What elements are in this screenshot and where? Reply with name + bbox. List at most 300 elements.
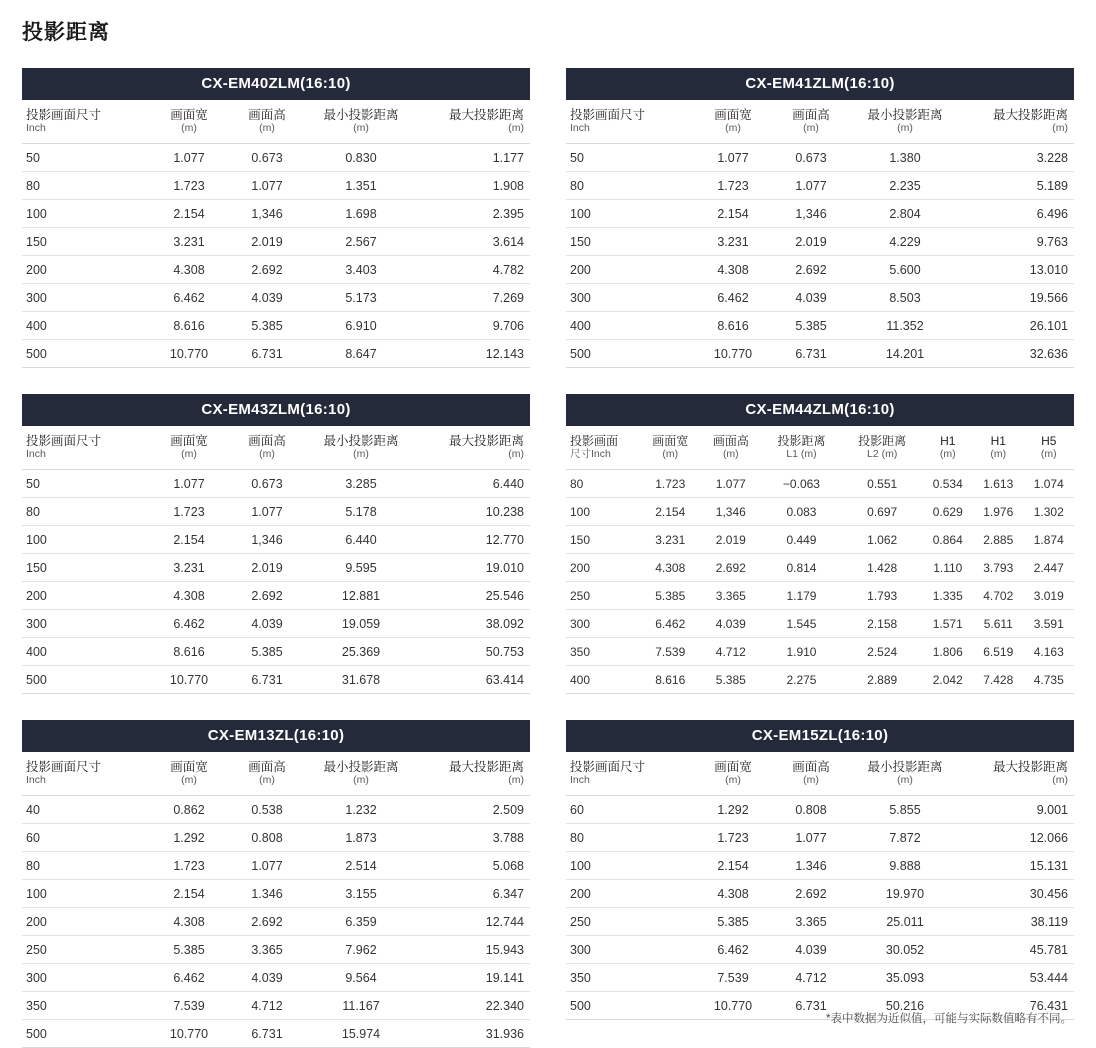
cell-value: 3.788 [416, 824, 530, 852]
cell-value: 9.706 [416, 312, 530, 340]
cell-screen-size: 80 [566, 469, 640, 497]
cell-value: 9.888 [850, 852, 960, 880]
cell-value: 0.862 [150, 796, 228, 824]
column-header-unit: Inch [26, 122, 46, 135]
table-row [22, 852, 530, 880]
cell-value: 1.302 [1024, 497, 1075, 525]
column-header-unit: (m) [259, 448, 275, 461]
cell-value: 9.595 [306, 554, 416, 582]
cell-value: 5.173 [306, 284, 416, 312]
cell-screen-size: 40 [22, 796, 150, 824]
column-header-unit: (m) [181, 448, 197, 461]
table-block-cx-em44zlm [566, 394, 1074, 694]
cell-value: 19.566 [960, 284, 1074, 312]
cell-value: 1.232 [306, 796, 416, 824]
cell-value: 6.910 [306, 312, 416, 340]
cell-value: 0.673 [228, 470, 306, 498]
column-header-label: 画面宽 [652, 434, 689, 449]
column-header-unit: (m) [508, 122, 524, 135]
table-cx-em41zlm [566, 100, 1074, 368]
cell-value: 6.462 [640, 609, 701, 637]
column-header-label: 投影距离 [777, 434, 826, 449]
cell-value: 6.347 [416, 880, 530, 908]
cell-value: 1,346 [772, 200, 850, 228]
cell-value: 0.673 [228, 144, 306, 172]
table-row [566, 144, 1074, 172]
table-row [22, 582, 530, 610]
column-header [416, 426, 530, 470]
column-header [772, 752, 850, 796]
cell-screen-size: 200 [566, 880, 694, 908]
cell-value: 1.873 [306, 824, 416, 852]
column-header-label: 投影距离 [858, 434, 907, 449]
cell-value: 4.308 [694, 256, 772, 284]
table-row [566, 284, 1074, 312]
cell-value: 9.001 [960, 796, 1074, 824]
table-row [22, 470, 530, 498]
cell-value: 3.231 [150, 228, 228, 256]
cell-value: 3.155 [306, 880, 416, 908]
cell-value: 8.616 [694, 312, 772, 340]
cell-value: 6.731 [228, 340, 306, 368]
cell-value: 5.600 [850, 256, 960, 284]
cell-value: 1.874 [1024, 525, 1075, 553]
cell-value: 3.365 [772, 908, 850, 936]
cell-value: 8.616 [150, 638, 228, 666]
table-cx-em44zlm [566, 426, 1074, 694]
table-title-cx-em15zl: CX-EM15ZL(16:10) [566, 720, 1074, 752]
cell-screen-size: 150 [566, 525, 640, 553]
cell-value: 63.414 [416, 666, 530, 694]
column-header [1024, 426, 1075, 469]
cell-value: 0.697 [842, 497, 923, 525]
column-header [150, 426, 228, 470]
cell-value: 15.943 [416, 936, 530, 964]
cell-value: 2.154 [694, 852, 772, 880]
cell-value: 1.571 [923, 609, 973, 637]
cell-value: 1.077 [694, 144, 772, 172]
column-header [150, 752, 228, 796]
column-header-unit: L1 (m) [786, 447, 817, 460]
column-header-unit: L2 (m) [867, 447, 898, 460]
cell-screen-size: 60 [566, 796, 694, 824]
cell-value: 5.385 [694, 908, 772, 936]
cell-value: 2.889 [842, 665, 923, 693]
cell-value: 6.440 [416, 470, 530, 498]
cell-value: 10.770 [694, 992, 772, 1020]
column-header-label: 画面高 [248, 108, 286, 122]
cell-value: 1.292 [150, 824, 228, 852]
column-header-label: 画面高 [712, 434, 749, 449]
cell-value: 1.351 [306, 172, 416, 200]
column-header-label: 画面高 [792, 760, 830, 775]
table-row [566, 469, 1074, 497]
column-header-unit: Inch [26, 774, 46, 787]
table-block-cx-em41zlm [566, 68, 1074, 368]
column-header [306, 100, 416, 144]
cell-value: 12.744 [416, 908, 530, 936]
cell-screen-size: 50 [22, 470, 150, 498]
column-header [566, 426, 640, 469]
cell-value: 2.019 [228, 554, 306, 582]
column-header-unit: (m) [725, 774, 741, 787]
cell-value: 3.285 [306, 470, 416, 498]
cell-value: 6.462 [694, 284, 772, 312]
cell-value: 5.178 [306, 498, 416, 526]
cell-value: 31.936 [416, 1020, 530, 1048]
column-header [306, 752, 416, 796]
cell-value: 19.141 [416, 964, 530, 992]
cell-value: 8.503 [850, 284, 960, 312]
column-header-unit: (m) [939, 447, 956, 460]
cell-value: 3.231 [694, 228, 772, 256]
cell-value: 2.509 [416, 796, 530, 824]
cell-value: 53.444 [960, 964, 1074, 992]
column-header [850, 752, 960, 796]
column-header [850, 100, 960, 144]
cell-value: 3.365 [228, 936, 306, 964]
cell-value: 0.449 [761, 525, 842, 553]
column-header-label: 最小投影距离 [867, 108, 943, 122]
cell-screen-size: 300 [22, 964, 150, 992]
table-row [566, 581, 1074, 609]
table-row [22, 936, 530, 964]
cell-value: 1.077 [228, 172, 306, 200]
column-header-unit: (m) [897, 774, 913, 787]
table-title-cx-em40zlm: CX-EM40ZLM(16:10) [22, 68, 530, 100]
cell-screen-size: 80 [22, 852, 150, 880]
cell-value: 2.019 [228, 228, 306, 256]
cell-screen-size: 200 [22, 908, 150, 936]
cell-screen-size: 300 [566, 284, 694, 312]
cell-value: 19.970 [850, 880, 960, 908]
cell-value: 1.428 [842, 553, 923, 581]
cell-value: 4.039 [228, 610, 306, 638]
cell-value: 1.062 [842, 525, 923, 553]
cell-value: 6.440 [306, 526, 416, 554]
column-header [694, 752, 772, 796]
cell-value: 1.806 [923, 637, 973, 665]
table-header-row [22, 752, 530, 796]
table-header-row [22, 426, 530, 470]
cell-value: 4.712 [228, 992, 306, 1020]
cell-value: 3.591 [1024, 609, 1075, 637]
column-header [960, 100, 1074, 144]
cell-value: 7.962 [306, 936, 416, 964]
column-header-label: 画面高 [792, 108, 830, 122]
cell-value: 32.636 [960, 340, 1074, 368]
cell-value: 3.403 [306, 256, 416, 284]
cell-screen-size: 300 [22, 610, 150, 638]
tables-grid [22, 68, 1074, 1048]
column-header-label: 最小投影距离 [867, 760, 943, 775]
column-header-label: 投影画面尺寸 [570, 760, 646, 775]
cell-value: 4.039 [701, 609, 762, 637]
table-row [566, 637, 1074, 665]
table-row [566, 880, 1074, 908]
column-header [960, 752, 1074, 796]
cell-screen-size: 100 [22, 880, 150, 908]
column-header-label: 画面宽 [170, 434, 208, 449]
cell-screen-size: 50 [566, 144, 694, 172]
column-header-label: 画面高 [248, 434, 286, 449]
cell-value: 1.077 [772, 172, 850, 200]
cell-value: 30.052 [850, 936, 960, 964]
table-header-row [566, 426, 1074, 469]
cell-value: 1.698 [306, 200, 416, 228]
cell-value: 4.308 [150, 908, 228, 936]
cell-value: 0.864 [923, 525, 973, 553]
cell-value: 4.308 [150, 256, 228, 284]
cell-screen-size: 500 [22, 666, 150, 694]
column-header-label: 最小投影距离 [323, 434, 399, 449]
column-header-unit: (m) [259, 774, 275, 787]
cell-screen-size: 50 [22, 144, 150, 172]
table-row [22, 284, 530, 312]
cell-screen-size: 200 [22, 256, 150, 284]
cell-value: 5.189 [960, 172, 1074, 200]
table-row [566, 340, 1074, 368]
cell-value: 50.753 [416, 638, 530, 666]
cell-value: 15.131 [960, 852, 1074, 880]
cell-value: 2.885 [973, 525, 1023, 553]
column-header-label: 投影画面 [570, 434, 619, 449]
table-header-row [566, 752, 1074, 796]
cell-value: 1.910 [761, 637, 842, 665]
cell-value: 1.077 [228, 852, 306, 880]
cell-value: 2.395 [416, 200, 530, 228]
cell-value: 8.647 [306, 340, 416, 368]
column-header-label: 最大投影距离 [448, 108, 524, 122]
cell-value: 5.385 [228, 312, 306, 340]
cell-screen-size: 350 [566, 637, 640, 665]
column-header-unit: (m) [725, 122, 741, 135]
table-row [22, 172, 530, 200]
table-row [22, 908, 530, 936]
cell-value: 4.308 [640, 553, 701, 581]
table-row [22, 824, 530, 852]
cell-value: 26.101 [960, 312, 1074, 340]
table-row [566, 553, 1074, 581]
cell-value: 10.770 [150, 1020, 228, 1048]
cell-value: 7.539 [640, 637, 701, 665]
cell-screen-size: 100 [566, 852, 694, 880]
column-header [416, 752, 530, 796]
cell-screen-size: 100 [22, 200, 150, 228]
cell-value: 6.519 [973, 637, 1023, 665]
column-header [150, 100, 228, 144]
column-header-label: H5 [1041, 434, 1057, 449]
cell-screen-size: 200 [566, 553, 640, 581]
cell-value: 5.385 [228, 638, 306, 666]
column-header-label: 画面高 [248, 760, 286, 775]
column-header [228, 100, 306, 144]
column-header-unit: (m) [181, 774, 197, 787]
column-header-label: 投影画面尺寸 [570, 108, 646, 122]
table-title-cx-em43zlm: CX-EM43ZLM(16:10) [22, 394, 530, 426]
column-header-unit: (m) [803, 774, 819, 787]
projection-distance-page [0, 16, 1096, 1042]
table-row [22, 554, 530, 582]
cell-screen-size: 200 [22, 582, 150, 610]
cell-value: 3.231 [150, 554, 228, 582]
table-row [566, 172, 1074, 200]
table-row [22, 1020, 530, 1048]
cell-value: 6.462 [150, 610, 228, 638]
cell-value: 15.974 [306, 1020, 416, 1048]
table-header-row [22, 100, 530, 144]
cell-value: 22.340 [416, 992, 530, 1020]
table-row [566, 852, 1074, 880]
column-header-unit: (m) [722, 447, 739, 460]
cell-value: 1.380 [850, 144, 960, 172]
cell-value: 5.855 [850, 796, 960, 824]
cell-screen-size: 80 [566, 824, 694, 852]
cell-value: 3.019 [1024, 581, 1075, 609]
column-header-label: 最大投影距离 [448, 760, 524, 775]
cell-value: 4.702 [973, 581, 1023, 609]
table-row [566, 497, 1074, 525]
cell-value: 25.369 [306, 638, 416, 666]
cell-value: 1.179 [761, 581, 842, 609]
table-cx-em40zlm [22, 100, 530, 368]
cell-value: 2.154 [150, 200, 228, 228]
cell-screen-size: 250 [566, 908, 694, 936]
cell-value: 25.546 [416, 582, 530, 610]
table-row [566, 200, 1074, 228]
table-row [22, 796, 530, 824]
table-row [22, 200, 530, 228]
cell-value: 10.770 [694, 340, 772, 368]
cell-value: 5.385 [150, 936, 228, 964]
cell-value: 2.019 [772, 228, 850, 256]
table-row [22, 666, 530, 694]
cell-value: 4.039 [772, 284, 850, 312]
cell-value: 2.154 [694, 200, 772, 228]
cell-value: 6.462 [150, 284, 228, 312]
table-row [566, 796, 1074, 824]
column-header-label: 投影画面尺寸 [26, 108, 102, 122]
cell-value: 2.692 [228, 908, 306, 936]
cell-value: 25.011 [850, 908, 960, 936]
column-header-unit: (m) [1052, 122, 1068, 135]
cell-screen-size: 80 [22, 172, 150, 200]
cell-value: 4.308 [694, 880, 772, 908]
cell-value: 4.308 [150, 582, 228, 610]
cell-value: 4.712 [701, 637, 762, 665]
cell-value: 4.229 [850, 228, 960, 256]
cell-value: 9.763 [960, 228, 1074, 256]
table-block-cx-em13zl [22, 720, 530, 1048]
column-header [923, 426, 973, 469]
cell-screen-size: 400 [22, 312, 150, 340]
column-header [772, 100, 850, 144]
cell-value: 8.616 [150, 312, 228, 340]
table-title-cx-em44zlm: CX-EM44ZLM(16:10) [566, 394, 1074, 426]
column-header [228, 426, 306, 470]
cell-value: 2.154 [150, 526, 228, 554]
table-row [566, 936, 1074, 964]
table-block-cx-em40zlm [22, 68, 530, 368]
column-header-unit: (m) [803, 122, 819, 135]
cell-value: 1.077 [150, 144, 228, 172]
column-header-label: 画面宽 [170, 760, 208, 775]
cell-value: 30.456 [960, 880, 1074, 908]
cell-value: 19.059 [306, 610, 416, 638]
cell-screen-size: 150 [566, 228, 694, 256]
cell-screen-size: 500 [22, 340, 150, 368]
table-cx-em15zl [566, 752, 1074, 1020]
column-header [22, 100, 150, 144]
cell-value: 1,346 [228, 526, 306, 554]
cell-value: 1.976 [973, 497, 1023, 525]
column-header-unit: (m) [508, 448, 524, 461]
table-title-cx-em41zlm: CX-EM41ZLM(16:10) [566, 68, 1074, 100]
column-header-label: 投影画面尺寸 [26, 760, 102, 775]
cell-value: 6.462 [694, 936, 772, 964]
cell-value: 11.352 [850, 312, 960, 340]
column-header [22, 426, 150, 470]
column-header-label: H1 [990, 434, 1006, 449]
cell-value: 5.611 [973, 609, 1023, 637]
column-header [22, 752, 150, 796]
cell-value: 6.731 [228, 666, 306, 694]
cell-value: 10.770 [150, 666, 228, 694]
column-header [566, 752, 694, 796]
table-row [22, 610, 530, 638]
cell-value: 1.346 [228, 880, 306, 908]
table-row [566, 908, 1074, 936]
column-header-unit: (m) [181, 122, 197, 135]
table-row [566, 256, 1074, 284]
cell-value: 38.119 [960, 908, 1074, 936]
cell-value: 3.231 [640, 525, 701, 553]
table-header-row [566, 100, 1074, 144]
cell-value: 2.019 [701, 525, 762, 553]
cell-value: 3.365 [701, 581, 762, 609]
cell-screen-size: 80 [566, 172, 694, 200]
table-block-cx-em15zl [566, 720, 1074, 1048]
cell-value: 12.881 [306, 582, 416, 610]
cell-value: 5.068 [416, 852, 530, 880]
cell-value: 7.269 [416, 284, 530, 312]
cell-value: 1,346 [228, 200, 306, 228]
cell-value: 31.678 [306, 666, 416, 694]
cell-value: 50.216 [850, 992, 960, 1020]
cell-value: 2.154 [150, 880, 228, 908]
cell-value: 2.567 [306, 228, 416, 256]
cell-screen-size: 100 [566, 497, 640, 525]
table-row [22, 256, 530, 284]
table-row [22, 498, 530, 526]
cell-value: 0.534 [923, 469, 973, 497]
cell-value: 2.692 [228, 582, 306, 610]
cell-value: 0.629 [923, 497, 973, 525]
cell-screen-size: 500 [566, 340, 694, 368]
table-row [566, 312, 1074, 340]
column-header-unit: Inch [26, 448, 46, 461]
cell-screen-size: 350 [566, 964, 694, 992]
cell-value: 13.010 [960, 256, 1074, 284]
cell-screen-size: 500 [22, 1020, 150, 1048]
cell-value: 2.447 [1024, 553, 1075, 581]
cell-screen-size: 350 [22, 992, 150, 1020]
cell-value: 3.228 [960, 144, 1074, 172]
column-header-label: 最大投影距离 [448, 434, 524, 449]
column-header-unit: Inch [570, 122, 590, 135]
column-header-unit: (m) [1052, 774, 1068, 787]
cell-value: 2.692 [701, 553, 762, 581]
